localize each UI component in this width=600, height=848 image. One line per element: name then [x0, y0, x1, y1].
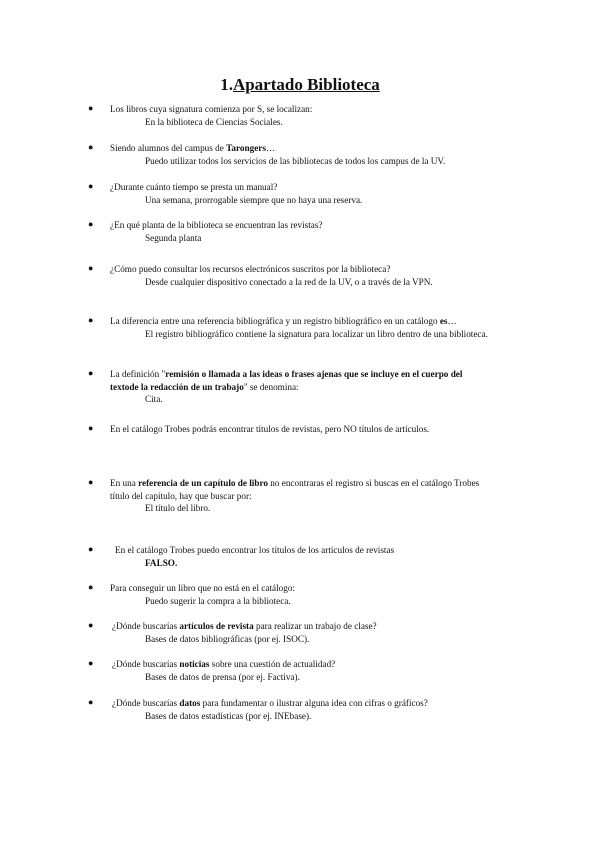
bullet: ●: [88, 315, 94, 325]
question-emphasis: Tarongers: [226, 143, 266, 153]
list-item: [88, 263, 528, 288]
question: Los libros cuya signatura comienza por S, se localizan:: [110, 104, 313, 114]
title-number: 1.: [220, 75, 233, 94]
page-title: [0, 75, 600, 95]
answer: El título del libro.: [145, 503, 211, 513]
bullet: ●: [88, 544, 94, 554]
answer: Bases de datos bibliográficas (por ej. ISOC).: [145, 633, 310, 644]
question: En una referencia de un capítulo de libro no encontraras el registro si buscas en el catálogo Trobes: [110, 478, 480, 488]
question: Siendo alumnos del campus de Tarongers…: [110, 143, 276, 153]
question-emphasis: datos: [179, 698, 201, 708]
list-item: [88, 181, 528, 206]
list-item: [88, 582, 528, 607]
list-item: [88, 368, 528, 406]
bullet: ●: [88, 477, 94, 487]
question: En el catálogo Trobes podrás encontrar títulos de revistas, pero NO títulos de artículos.: [110, 424, 430, 434]
question: ¿Dónde buscarías datos para fundamentar o ilustrar alguna idea con cifras o gráficos?: [112, 698, 428, 708]
question-line-2: textode la redacción de un trabajo" se denomina:: [110, 381, 299, 392]
answer: Segunda planta: [145, 232, 202, 243]
bullet: ●: [88, 142, 94, 152]
question-emphasis: es: [439, 316, 448, 326]
list-item: [88, 697, 528, 722]
question-emphasis: remisión o llamada a las ideas o frases ajenas que se incluye en el cuerpo del: [165, 369, 463, 379]
bullet: ●: [88, 181, 94, 191]
question: Para conseguir un libro que no está en el catálogo:: [110, 583, 295, 593]
question: En el catálogo Trobes puedo encontrar los títulos de los artículos de revistas: [115, 545, 395, 555]
bullet: ●: [88, 697, 94, 707]
list-item: [88, 658, 528, 683]
question-line-2: título del capítulo, hay que buscar por:: [110, 490, 252, 501]
bullet: ●: [88, 263, 94, 273]
list-item: [88, 315, 528, 340]
answer: Cita.: [145, 394, 163, 404]
question: ¿Dónde buscarías artículos de revista para realizar un trabajo de clase?: [112, 621, 377, 631]
question: La definición "remisión o llamada a las ideas o frases ajenas que se incluye en el cuerpo del: [110, 369, 463, 379]
bullet: ●: [88, 658, 94, 668]
question-emphasis: noticias: [179, 659, 210, 669]
question-emphasis: referencia de un capítulo de libro: [138, 478, 268, 488]
answer: Puedo sugerir la compra a la biblioteca.: [145, 595, 291, 606]
bullet: ●: [88, 103, 94, 113]
question: La diferencia entre una referencia bibliográfica y un registro bibliográfico en un catálogo es…: [110, 316, 457, 326]
question-emphasis: artículos de revista: [179, 621, 254, 631]
bullet: ●: [88, 423, 94, 433]
question: ¿Dónde buscarías noticias sobre una cuestión de actualidad?: [112, 659, 336, 669]
question-emphasis: textode la redacción de un trabajo: [110, 381, 244, 392]
list-item: [88, 477, 528, 515]
list-item: [88, 544, 528, 569]
list-item: [88, 142, 528, 167]
answer: Puedo utilizar todos los servicios de las bibliotecas de todos los campus de la UV.: [145, 155, 446, 166]
answer: Bases de datos de prensa (por ej. Factiva).: [145, 671, 300, 682]
list-item: [88, 423, 528, 436]
question: ¿Cómo puedo consultar los recursos electrónicos suscritos por la biblioteca?: [110, 264, 391, 274]
list-item: [88, 620, 528, 645]
list-item: [88, 103, 528, 128]
answer: El registro bibliográfico contiene la signatura para localizar un libro dentro de una biblioteca.: [145, 328, 488, 339]
answer: Desde cualquier dispositivo conectado a la red de la UV, o a través de la VPN.: [145, 276, 433, 287]
question: ¿En qué planta de la biblioteca se encuentran las revistas?: [110, 220, 323, 230]
question: ¿Durante cuánto tiempo se presta un manual?: [110, 182, 278, 192]
title-text: Apartado Biblioteca: [232, 75, 380, 94]
list-item: [88, 219, 528, 244]
bullet: ●: [88, 620, 94, 630]
answer: En la biblioteca de Ciencias Sociales.: [145, 116, 283, 127]
answer: Bases de datos estadísticas (por ej. INEbase).: [145, 710, 312, 721]
answer: Una semana, prorrogable siempre que no haya una reserva.: [145, 194, 363, 205]
bullet: ●: [88, 219, 94, 229]
bullet: ●: [88, 368, 94, 378]
bullet: ●: [88, 582, 94, 592]
answer: FALSO.: [145, 557, 178, 568]
